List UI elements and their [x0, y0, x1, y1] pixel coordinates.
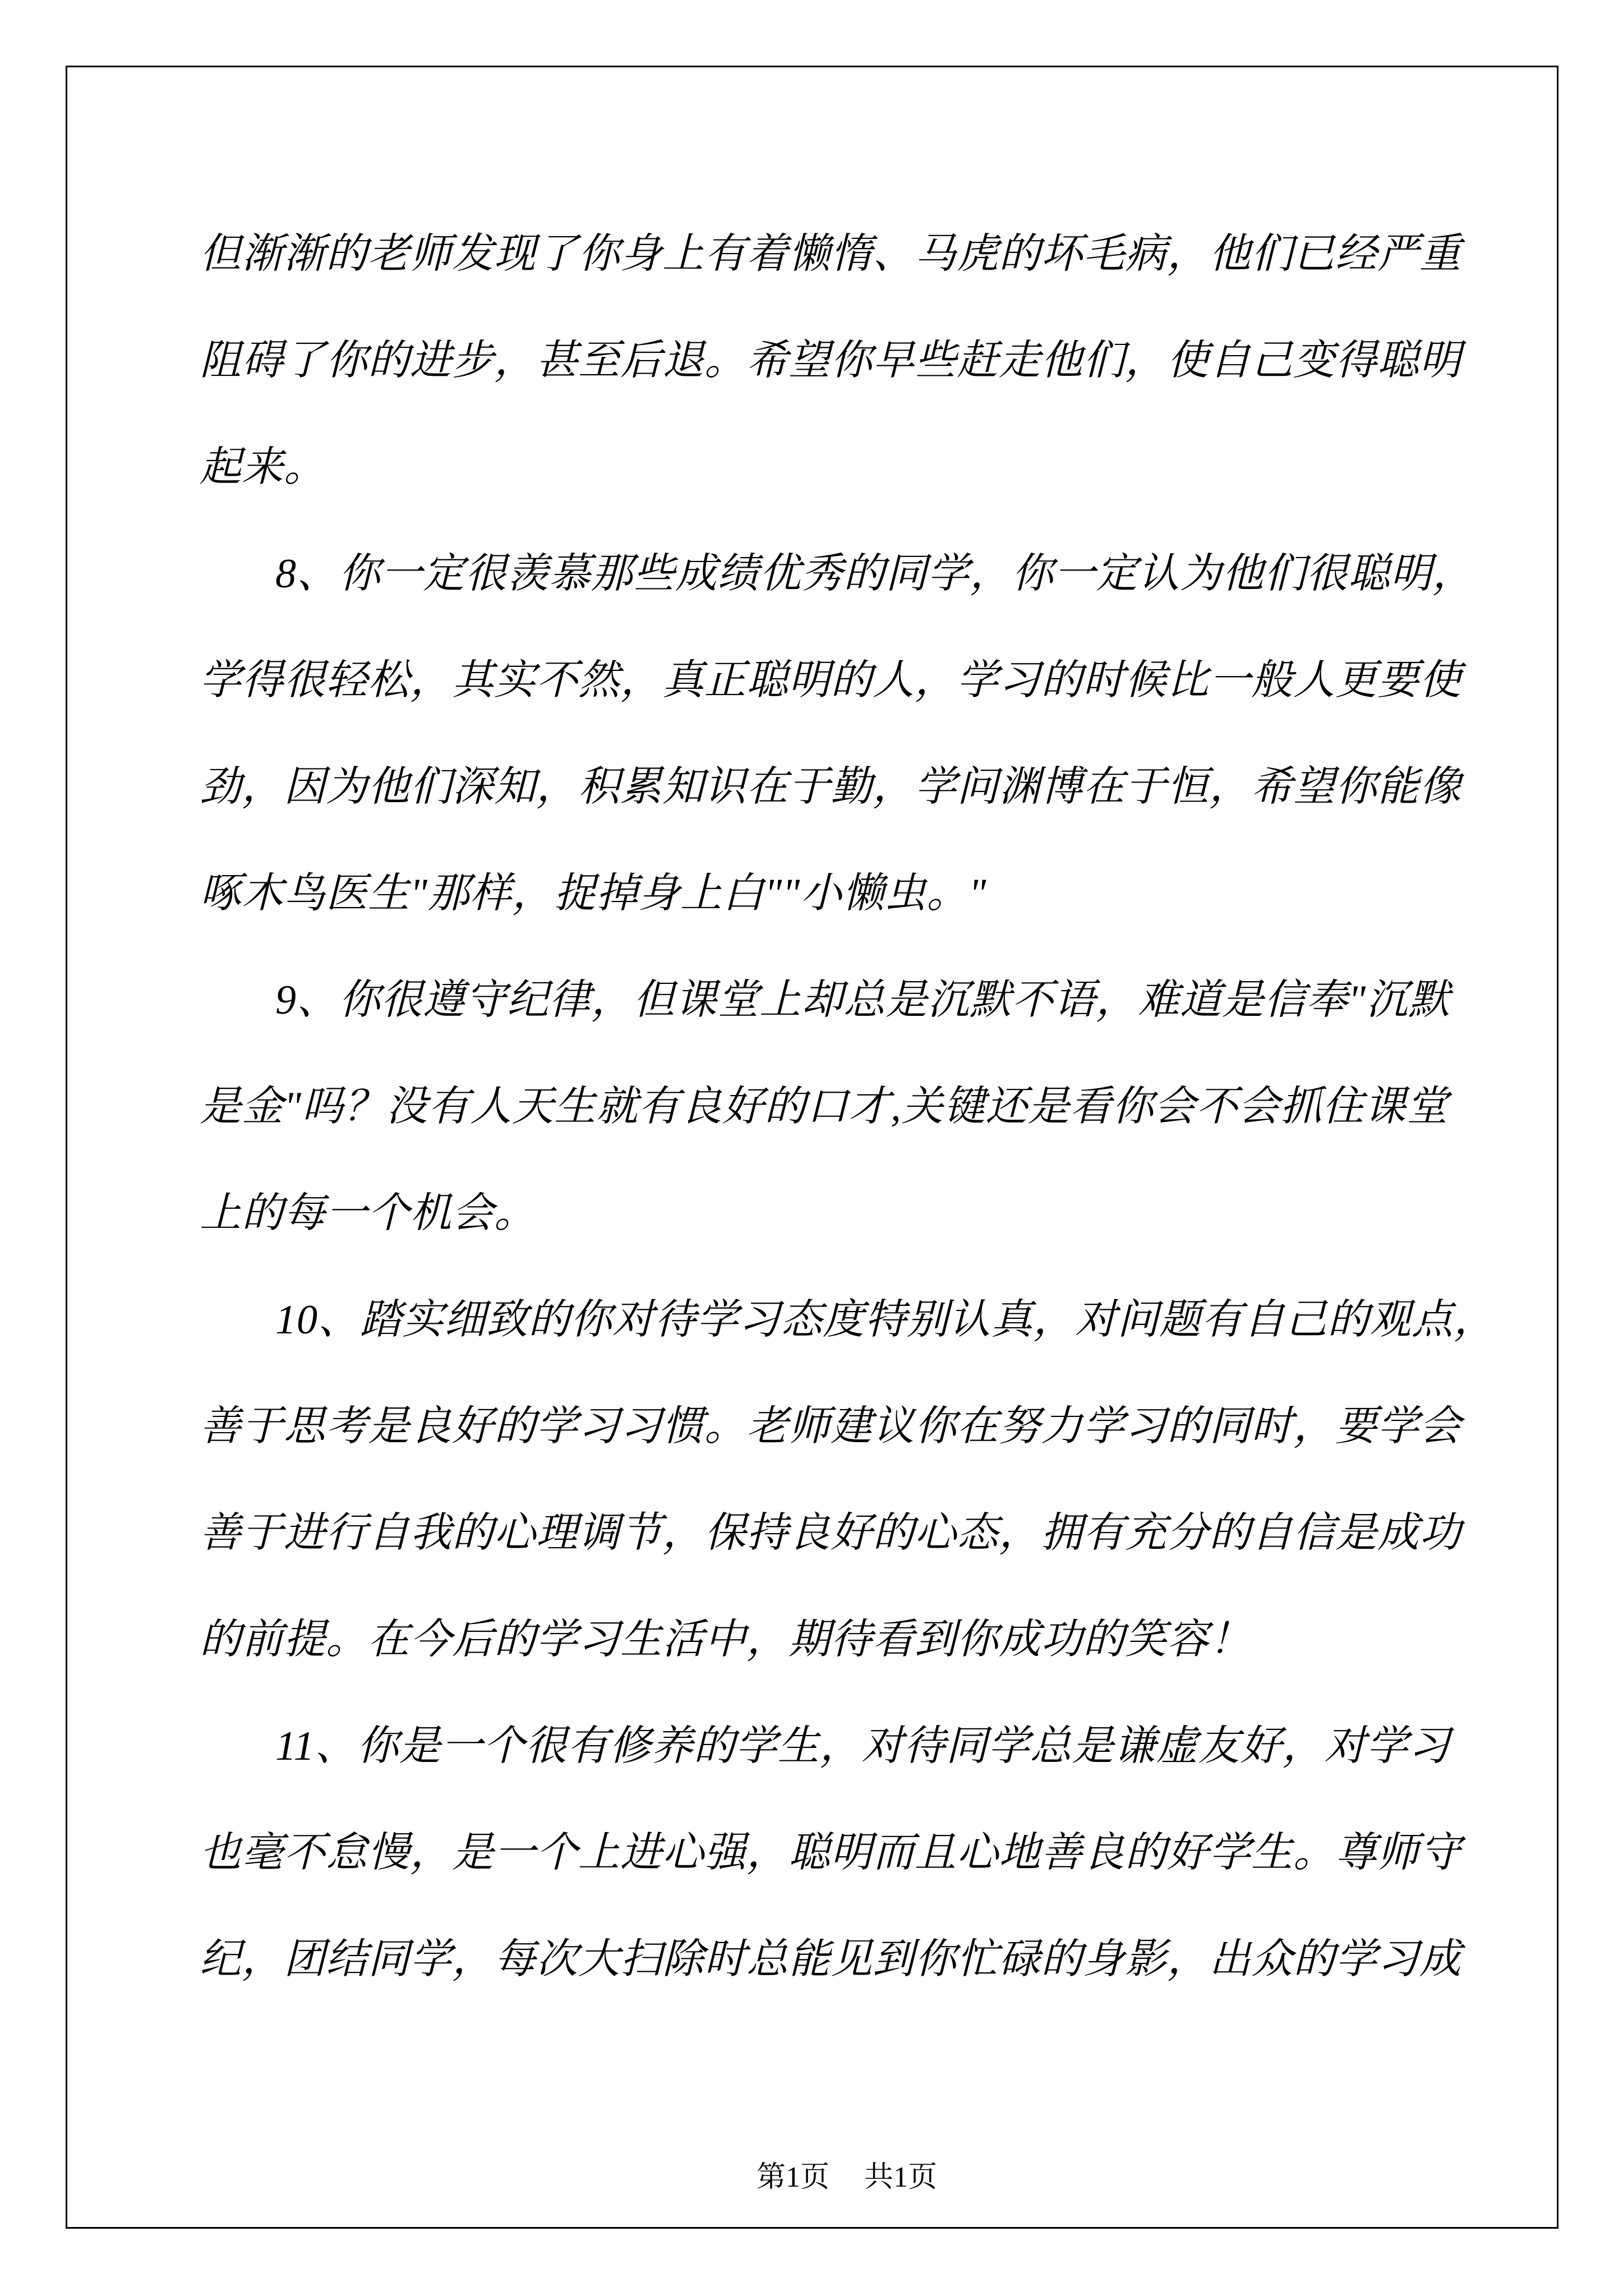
text-line: 9、你很遵守纪律，但课堂上却总是沉默不语，难道是信奉"沉默	[275, 977, 1451, 1023]
text-line: 也毫不怠慢，是一个上进心强，聪明而且心地善良的好学生。尊师守	[200, 1830, 1461, 1876]
text-line: 起来。	[200, 444, 326, 490]
text-line: 上的每一个机会。	[200, 1190, 536, 1236]
text-line: 阻碍了你的进步，甚至后退。希望你早些赶走他们，使自己变得聪明	[200, 338, 1461, 384]
text-line: 是金"吗？没有人天生就有良好的口才,关键还是看你会不会抓住课堂	[200, 1084, 1449, 1130]
text-line: 善于进行自我的心理调节，保持良好的心态，拥有充分的自信是成功	[200, 1510, 1461, 1556]
text-line: 但渐渐的老师发现了你身上有着懒惰、马虎的坏毛病，他们已经严重	[200, 231, 1461, 277]
text-line: 的前提。在今后的学习生活中，期待看到你成功的笑容！	[200, 1617, 1251, 1663]
paragraph-continuation	[200, 201, 1478, 521]
document-body	[200, 201, 1496, 2013]
text-line: 11、你是一个很有修养的学生，对待同学总是谦虚友好，对学习	[275, 1723, 1451, 1769]
paragraph-item-11	[200, 1693, 1478, 2013]
text-line: 善于思考是良好的学习习惯。老师建议你在努力学习的同时，要学会	[200, 1404, 1461, 1450]
page-indicator: 第1页 共1页	[756, 2161, 937, 2193]
text-line: 学得很轻松，其实不然，真正聪明的人，学习的时候比一般人更要使	[200, 657, 1461, 703]
paragraph-item-9	[200, 947, 1478, 1267]
text-line: 纪，团结同学，每次大扫除时总能见到你忙碌的身影，出众的学习成	[200, 1936, 1461, 1982]
text-line: 8、你一定很羡慕那些成绩优秀的同学，你一定认为他们很聪明，	[275, 551, 1474, 597]
paragraph-item-10	[200, 1267, 1496, 1693]
page-number-footer	[67, 2124, 1557, 2231]
text-line: 10、踏实细致的你对待学习态度特别认真，对问题有自己的观点，	[275, 1297, 1496, 1343]
text-line: 啄木鸟医生"那样，捉掉身上白""小懒虫。"	[200, 871, 987, 917]
paragraph-item-8	[200, 521, 1478, 947]
text-line: 劲，因为他们深知，积累知识在于勤，学问渊博在于恒，希望你能像	[200, 764, 1461, 810]
